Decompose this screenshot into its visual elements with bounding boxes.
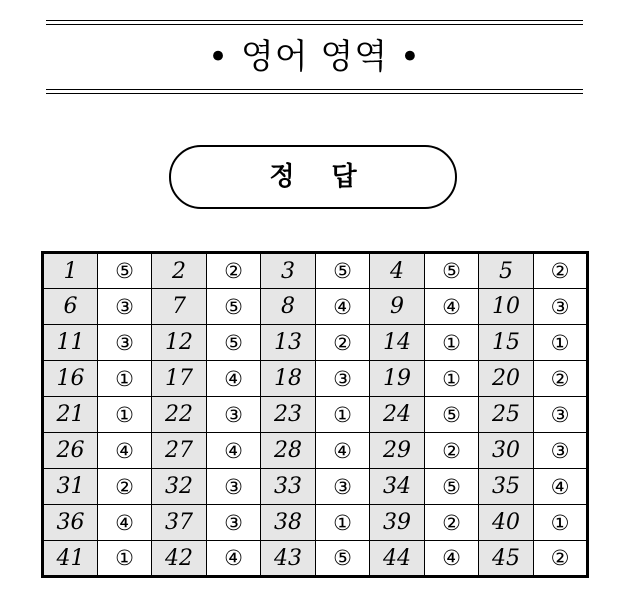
answer-choice: ③ xyxy=(98,289,152,325)
question-number: 9 xyxy=(370,289,425,325)
top-rule-outer xyxy=(46,20,583,21)
question-number: 43 xyxy=(261,541,316,577)
question-number: 29 xyxy=(370,433,425,469)
answer-choice: ③ xyxy=(534,433,588,469)
question-number: 25 xyxy=(479,397,534,433)
question-number: 32 xyxy=(152,469,207,505)
answer-choice: ① xyxy=(316,505,370,541)
answer-choice: ② xyxy=(425,505,479,541)
question-number: 34 xyxy=(370,469,425,505)
answer-choice: ⑤ xyxy=(425,397,479,433)
answer-choice: ② xyxy=(207,253,261,289)
question-number: 11 xyxy=(43,325,98,361)
question-number: 37 xyxy=(152,505,207,541)
answer-choice: ⑤ xyxy=(207,289,261,325)
answer-choice: ① xyxy=(534,325,588,361)
table-row xyxy=(43,325,588,361)
question-number: 39 xyxy=(370,505,425,541)
question-number: 36 xyxy=(43,505,98,541)
answer-choice: ③ xyxy=(207,505,261,541)
answer-choice: ② xyxy=(534,361,588,397)
answer-choice: ③ xyxy=(207,469,261,505)
answer-choice: ② xyxy=(425,433,479,469)
question-number: 22 xyxy=(152,397,207,433)
answer-choice: ⑤ xyxy=(316,541,370,577)
question-number: 10 xyxy=(479,289,534,325)
question-number: 2 xyxy=(152,253,207,289)
answer-choice: ① xyxy=(98,361,152,397)
question-number: 24 xyxy=(370,397,425,433)
question-number: 38 xyxy=(261,505,316,541)
answer-choice: ③ xyxy=(316,361,370,397)
question-number: 7 xyxy=(152,289,207,325)
table-row xyxy=(43,469,588,505)
table-row xyxy=(43,397,588,433)
bottom-rule-outer xyxy=(46,93,583,94)
question-number: 33 xyxy=(261,469,316,505)
top-rule-inner xyxy=(46,24,583,25)
answer-choice: ① xyxy=(425,361,479,397)
question-number: 45 xyxy=(479,541,534,577)
question-number: 18 xyxy=(261,361,316,397)
table-row xyxy=(43,253,588,289)
question-number: 44 xyxy=(370,541,425,577)
answer-choice: ④ xyxy=(207,541,261,577)
answer-choice: ① xyxy=(98,541,152,577)
answer-choice: ② xyxy=(534,253,588,289)
bottom-rule-inner xyxy=(46,89,583,90)
answer-choice: ④ xyxy=(207,433,261,469)
question-number: 23 xyxy=(261,397,316,433)
table-row xyxy=(43,433,588,469)
question-number: 30 xyxy=(479,433,534,469)
question-number: 8 xyxy=(261,289,316,325)
question-number: 16 xyxy=(43,361,98,397)
question-number: 13 xyxy=(261,325,316,361)
answer-choice: ⑤ xyxy=(425,253,479,289)
answer-choice: ③ xyxy=(316,469,370,505)
table-row xyxy=(43,541,588,577)
question-number: 42 xyxy=(152,541,207,577)
question-number: 4 xyxy=(370,253,425,289)
question-number: 5 xyxy=(479,253,534,289)
question-number: 1 xyxy=(43,253,98,289)
answer-choice: ⑤ xyxy=(207,325,261,361)
question-number: 6 xyxy=(43,289,98,325)
question-number: 31 xyxy=(43,469,98,505)
table-row xyxy=(43,289,588,325)
question-number: 27 xyxy=(152,433,207,469)
answer-choice: ③ xyxy=(98,325,152,361)
answer-table-body xyxy=(43,253,588,577)
answer-choice: ① xyxy=(534,505,588,541)
table-row xyxy=(43,505,588,541)
answer-table xyxy=(41,251,589,578)
question-number: 15 xyxy=(479,325,534,361)
table-row xyxy=(43,361,588,397)
answer-choice: ② xyxy=(98,469,152,505)
question-number: 35 xyxy=(479,469,534,505)
question-number: 19 xyxy=(370,361,425,397)
answer-choice: ④ xyxy=(98,505,152,541)
answer-choice: ③ xyxy=(207,397,261,433)
question-number: 28 xyxy=(261,433,316,469)
question-number: 3 xyxy=(261,253,316,289)
answer-choice: ④ xyxy=(425,289,479,325)
question-number: 21 xyxy=(43,397,98,433)
answer-choice: ③ xyxy=(534,289,588,325)
answer-key-badge: 정 답 xyxy=(169,145,457,209)
question-number: 26 xyxy=(43,433,98,469)
answer-choice: ① xyxy=(316,397,370,433)
answer-choice: ④ xyxy=(98,433,152,469)
question-number: 12 xyxy=(152,325,207,361)
question-number: 14 xyxy=(370,325,425,361)
question-number: 41 xyxy=(43,541,98,577)
answer-choice: ⑤ xyxy=(316,253,370,289)
question-number: 40 xyxy=(479,505,534,541)
answer-choice: ④ xyxy=(316,289,370,325)
answer-choice: ⑤ xyxy=(98,253,152,289)
answer-choice: ④ xyxy=(425,541,479,577)
answer-choice: ③ xyxy=(534,397,588,433)
page-title: • 영어 영역 • xyxy=(208,37,421,77)
answer-choice: ① xyxy=(98,397,152,433)
answer-choice: ④ xyxy=(207,361,261,397)
answer-choice: ⑤ xyxy=(425,469,479,505)
answer-choice: ④ xyxy=(534,469,588,505)
answer-choice: ④ xyxy=(316,433,370,469)
answer-choice: ② xyxy=(316,325,370,361)
answer-choice: ① xyxy=(425,325,479,361)
answer-choice: ② xyxy=(534,541,588,577)
question-number: 17 xyxy=(152,361,207,397)
question-number: 20 xyxy=(479,361,534,397)
